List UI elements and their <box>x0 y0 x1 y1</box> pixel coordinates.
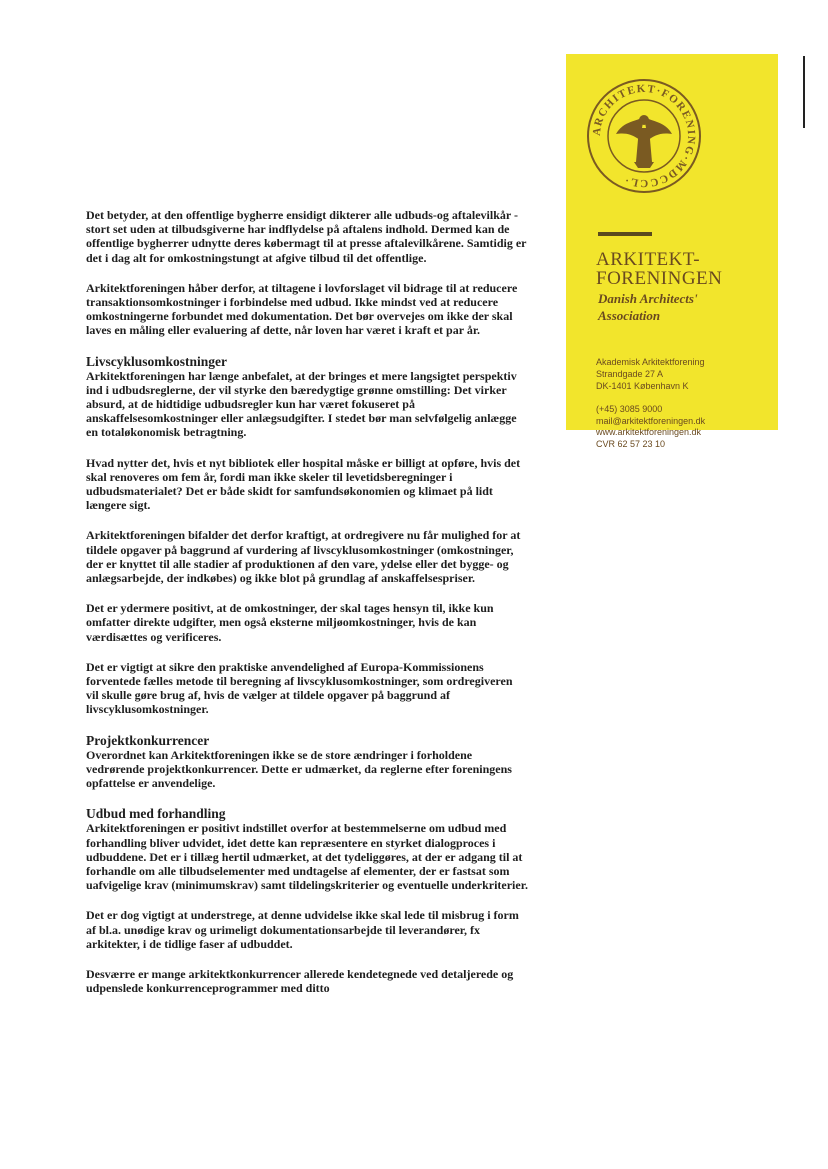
association-contact <box>596 404 774 450</box>
address-line3: DK-1401 København K <box>596 381 689 391</box>
contact-web[interactable]: www.arkitektforeningen.dk <box>596 427 702 437</box>
association-subtitle-line1: Danish Architects' <box>598 291 698 306</box>
contact-phone: (+45) 3085 9000 <box>596 404 663 414</box>
document-body <box>86 208 528 1011</box>
association-card <box>566 54 778 449</box>
paragraph-10: Det er dog vigtigt at understrege, at denne udvidelse ikke skal lede til misbrug i form af bl.a. unødige krav og urimeligt dokumentationsarbejde til leverandører, fx arkitekter, i de tidlige faser af udbuddet. <box>86 908 519 951</box>
seal-text: ARCHITEKT·FORENING·MDCCCL· <box>590 82 698 190</box>
paragraph-11: Desværre er mange arkitektkonkurrencer allerede kendetegnede ved detaljerede og udpenslede konkurrenceprogrammer med ditto <box>86 966 514 996</box>
winged-figure-seal-icon <box>584 76 704 196</box>
paragraph-7: Det er vigtigt at sikre den praktiske anvendelighed af Europa-Kommissionens forventede fælles metode til beregning af livscyklusomkostninger, som ordregiveren vil skulle gøre brug af, hvis de vælger at tildele opgaver på baggrund af livscyklusomkostninger. <box>86 659 513 717</box>
paragraph-6: Det er ydermere positivt, at de omkostninger, der skal tages hensyn til, ikke kun omfatter direkte udgifter, men også eksterne miljøomkostninger, hvis de kan værdisættes og verificeres. <box>86 601 494 644</box>
association-name <box>596 250 776 288</box>
contact-cvr: CVR 62 57 23 10 <box>596 438 666 449</box>
address-line1: Akademisk Arkitektforening <box>596 357 705 367</box>
card-divider <box>598 232 652 236</box>
paragraph-5: Arkitektforeningen bifalder det derfor kraftigt, at ordregivere nu får mulighed for at tildele opgaver på baggrund af vurdering af livscyklusomkostninger (omkostninger, der er knyttet til alle stadier af produktionen af den vare, ydelse eller det bygge- og anlægsarbejde, der indkøbes) og ikke blot på grundlag af anskaffelsespriser. <box>86 528 521 586</box>
heading-udbud-med-forhandling: Udbud med forhandling <box>86 806 226 822</box>
contact-email[interactable]: mail@arkitektforeningen.dk <box>596 415 706 426</box>
heading-livscyklus: Livscyklusomkostninger <box>86 353 228 369</box>
association-subtitle-line2: Association <box>598 308 661 323</box>
heading-projektkonkurrencer: Projektkonkurrencer <box>86 732 210 748</box>
scan-edge-line <box>803 56 805 128</box>
association-subtitle <box>598 290 768 324</box>
association-name-line2: FORENINGEN <box>596 268 723 289</box>
address-line2: Strandgade 27 A <box>596 369 664 379</box>
paragraph-4: Hvad nytter det, hvis et nyt bibliotek eller hospital måske er billigt at opføre, hvis det skal renoveres om fem år, fordi man ikke skeler til levetidsberegninger i udbudsmaterialet? Det er både skidt for samfundsøkonomien og klimaet på lidt længere sigt. <box>86 455 521 513</box>
paragraph-3: Arkitektforeningen har længe anbefalet, at der bringes et mere langsigtet perspektiv ind i udbudsreglerne, der vil styrke den bæredygtige grønne omstilling: Det virker absurd, at de hidtidige udbudsregler kun har været fokuseret på anskaffelsesomkostninger eller anlægsudgifter. I stedet bør man selvfølgelig anlægge en totaløkonomisk betragtning. <box>86 368 517 440</box>
association-name-line1: ARKITEKT- <box>596 249 701 270</box>
paragraph-8: Overordnet kan Arkitektforeningen ikke se de store ændringer i forholdene vedrørende projektkonkurrencer. Dette er udmærket, da reglerne efter foreningens opfattelse er anvendelige. <box>86 747 512 791</box>
paragraph-1: Det betyder, at den offentlige bygherre ensidigt dikterer alle udbuds-og aftalevilkår - stort set uden at tilbudsgiverne har indflydelse på aftalens indhold. Dermed kan de offentlige bygherrer udnytte deres købermagt til at presse aftalevilkårene. Samtidig er det i dag alt for omkostningstungt at afgive tilbud til det offentlige. <box>86 208 527 265</box>
association-address <box>596 356 771 392</box>
paragraph-9: Arkitektforeningen er positivt indstillet overfor at bestemmelserne om udbud med forhandling bliver udvidet, idet dette kan repræsentere en styrket dialogproces i udbuddene. Det er i tillæg hertil udmærket, at det tydeliggøres, at der er adgang til at forhandle om alle tilbudselementer med undtagelse af elementer, der er fastsat som uafvigelige krav (minimumskrav) samt tildelingskriterier og eventuelle underkriterier. <box>86 821 528 893</box>
paragraph-2: Arkitektforeningen håber derfor, at tiltagene i lovforslaget vil bidrage til at reducere transaktionsomkostninger i forbindelse med udbud. Ikke mindst ved at reducere omkostningerne forbundet med dokumentation. Det bør overvejes om ikke der skal laves en måling eller evaluering af dette, når loven har været i kraft et par år. <box>86 280 518 338</box>
